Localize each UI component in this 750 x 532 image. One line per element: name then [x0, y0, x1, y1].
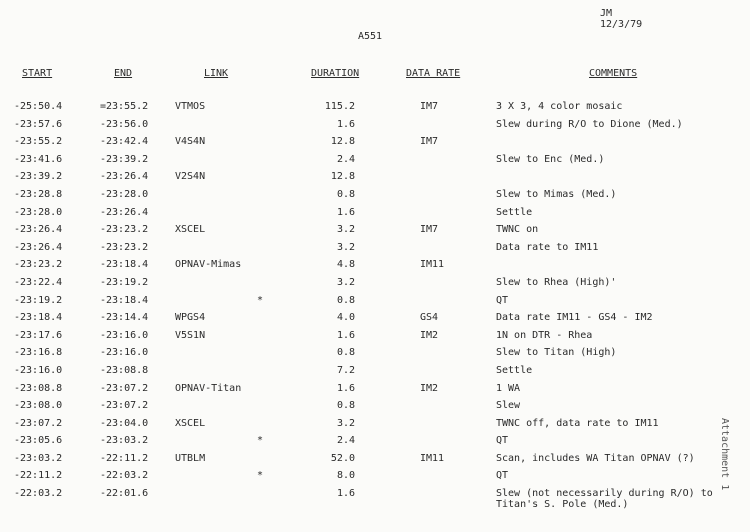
end-time: -22:03.2	[100, 470, 149, 482]
table-row	[0, 101, 750, 119]
link-name: XSCEL	[175, 224, 206, 236]
duration: 2.4	[336, 435, 355, 447]
link-name: OPNAV-Titan	[175, 382, 242, 394]
start-time: -22:03.2	[14, 488, 63, 500]
duration: 0.8	[336, 294, 355, 306]
attachment-note: Attachment 1	[719, 418, 730, 491]
duration: 4.0	[336, 312, 355, 324]
comment: Slew during R/O to Dione (Med.)	[496, 118, 683, 130]
data-rate: IM11	[420, 259, 445, 271]
end-time: -23:03.2	[100, 435, 149, 447]
comment-continuation: Titan's S. Pole (Med.)	[496, 499, 629, 511]
link-name: WPGS4	[175, 312, 206, 324]
duration: 1.6	[336, 382, 355, 394]
column-header-link: LINK	[204, 68, 229, 79]
asterisk-mark: *	[257, 435, 264, 447]
table-row	[0, 242, 750, 260]
comment: TWNC on	[496, 224, 539, 236]
duration: 3.2	[336, 417, 355, 429]
table-row	[0, 119, 750, 137]
table-row	[0, 383, 750, 401]
duration: 7.2	[336, 364, 355, 376]
link-name: V4S4N	[175, 136, 206, 148]
duration: 1.6	[336, 329, 355, 341]
table-row	[0, 295, 750, 313]
start-time: -23:26.4	[14, 224, 63, 236]
comment: QT	[496, 294, 509, 306]
comment: TWNC off, data rate to IM11	[496, 417, 659, 429]
duration: 8.0	[336, 470, 355, 482]
document-date: 12/3/79	[600, 19, 643, 30]
table-row	[0, 347, 750, 365]
data-rate: IM2	[420, 329, 439, 341]
start-time: -23:16.8	[14, 347, 63, 359]
start-time: -23:26.4	[14, 241, 63, 253]
comment: Slew (not necessarily during R/O) to	[496, 488, 713, 500]
comment: Slew to Mimas (Med.)	[496, 188, 617, 200]
data-rate: IM11	[420, 452, 445, 464]
start-time: -23:05.6	[14, 435, 63, 447]
start-time: -23:19.2	[14, 294, 63, 306]
end-time: -23:14.4	[100, 312, 149, 324]
duration: 12.8	[330, 136, 355, 148]
table-row	[0, 154, 750, 172]
table-row	[0, 277, 750, 295]
start-time: -23:57.6	[14, 118, 63, 130]
start-time: -23:41.6	[14, 153, 63, 165]
duration: 3.2	[336, 276, 355, 288]
start-time: -23:16.0	[14, 364, 63, 376]
start-time: -23:08.0	[14, 400, 63, 412]
duration: 0.8	[336, 188, 355, 200]
link-name: OPNAV-Mimas	[175, 259, 242, 271]
table-row	[0, 189, 750, 207]
duration: 115.2	[324, 101, 355, 112]
data-rate: IM2	[420, 382, 439, 394]
end-time: -23:28.0	[100, 188, 149, 200]
comment: Data rate to IM11	[496, 241, 599, 253]
duration: 1.6	[336, 488, 355, 500]
end-time: -23:07.2	[100, 382, 149, 394]
link-name: V2S4N	[175, 171, 206, 183]
table-row	[0, 453, 750, 471]
comment: Settle	[496, 206, 533, 218]
table-row	[0, 365, 750, 383]
table-row	[0, 171, 750, 189]
end-time: -23:39.2	[100, 153, 149, 165]
comment: Settle	[496, 364, 533, 376]
column-header-start: START	[22, 68, 53, 79]
asterisk-mark: *	[257, 470, 264, 482]
end-time: -23:18.4	[100, 294, 149, 306]
link-name: V5S1N	[175, 329, 206, 341]
duration: 4.8	[336, 259, 355, 271]
end-time: -23:56.0	[100, 118, 149, 130]
link-name: VTMOS	[175, 101, 206, 112]
start-time: -23:17.6	[14, 329, 63, 341]
end-time: -22:11.2	[100, 452, 149, 464]
end-time: -23:42.4	[100, 136, 149, 148]
end-time: -23:26.4	[100, 171, 149, 183]
start-time: -23:22.4	[14, 276, 63, 288]
comment: 1N on DTR - Rhea	[496, 329, 593, 341]
duration: 0.8	[336, 400, 355, 412]
comment: Data rate IM11 - GS4 - IM2	[496, 312, 653, 324]
table-row	[0, 418, 750, 436]
start-time: -23:28.0	[14, 206, 63, 218]
duration: 3.2	[336, 241, 355, 253]
duration: 0.8	[336, 347, 355, 359]
end-time: -23:23.2	[100, 224, 149, 236]
duration: 1.6	[336, 118, 355, 130]
column-header-comments: COMMENTS	[589, 68, 638, 79]
comment: 3 X 3, 4 color mosaic	[496, 101, 623, 112]
end-time: =23:55.2	[100, 101, 149, 112]
end-time: -23:19.2	[100, 276, 149, 288]
data-rate: IM7	[420, 224, 439, 236]
link-name: UTBLM	[175, 452, 206, 464]
comment: Slew	[496, 400, 521, 412]
start-time: -23:39.2	[14, 171, 63, 183]
comment: QT	[496, 435, 509, 447]
table-row	[0, 207, 750, 225]
start-time: -22:11.2	[14, 470, 63, 482]
table-row	[0, 259, 750, 277]
end-time: -23:08.8	[100, 364, 149, 376]
comment: Scan, includes WA Titan OPNAV (?)	[496, 452, 695, 464]
start-time: -23:18.4	[14, 312, 63, 324]
column-header-data-rate: DATA RATE	[406, 68, 461, 79]
start-time: -23:23.2	[14, 259, 63, 271]
data-rate: GS4	[420, 312, 439, 324]
start-time: -23:07.2	[14, 417, 63, 429]
end-time: -23:23.2	[100, 241, 149, 253]
table-row	[0, 312, 750, 330]
document-id: A551	[358, 31, 383, 42]
duration: 52.0	[330, 452, 355, 464]
data-rate: IM7	[420, 136, 439, 148]
duration: 3.2	[336, 224, 355, 236]
table-row	[0, 400, 750, 418]
sequence-table	[0, 101, 750, 511]
duration: 12.8	[330, 171, 355, 183]
table-row	[0, 330, 750, 348]
start-time: -23:55.2	[14, 136, 63, 148]
asterisk-mark: *	[257, 294, 264, 306]
end-time: -23:16.0	[100, 347, 149, 359]
link-name: XSCEL	[175, 417, 206, 429]
comment: Slew to Rhea (High)'	[496, 276, 617, 288]
end-time: -23:18.4	[100, 259, 149, 271]
start-time: -23:08.8	[14, 382, 63, 394]
data-rate: IM7	[420, 101, 439, 112]
end-time: -23:26.4	[100, 206, 149, 218]
table-row	[0, 224, 750, 242]
comment: Slew to Titan (High)	[496, 347, 617, 359]
table-row	[0, 435, 750, 453]
start-time: -23:28.8	[14, 188, 63, 200]
start-time: -25:50.4	[14, 101, 63, 112]
column-header-end: END	[114, 68, 133, 79]
comment: Slew to Enc (Med.)	[496, 153, 605, 165]
start-time: -23:03.2	[14, 452, 63, 464]
comment: 1 WA	[496, 382, 521, 394]
end-time: -23:07.2	[100, 400, 149, 412]
end-time: -23:16.0	[100, 329, 149, 341]
author-initials: JM	[600, 8, 613, 19]
comment: QT	[496, 470, 509, 482]
end-time: -23:04.0	[100, 417, 149, 429]
column-header-duration: DURATION	[311, 68, 360, 79]
duration: 1.6	[336, 206, 355, 218]
table-row	[0, 488, 750, 511]
end-time: -22:01.6	[100, 488, 149, 500]
table-row	[0, 136, 750, 154]
table-row	[0, 470, 750, 488]
duration: 2.4	[336, 153, 355, 165]
